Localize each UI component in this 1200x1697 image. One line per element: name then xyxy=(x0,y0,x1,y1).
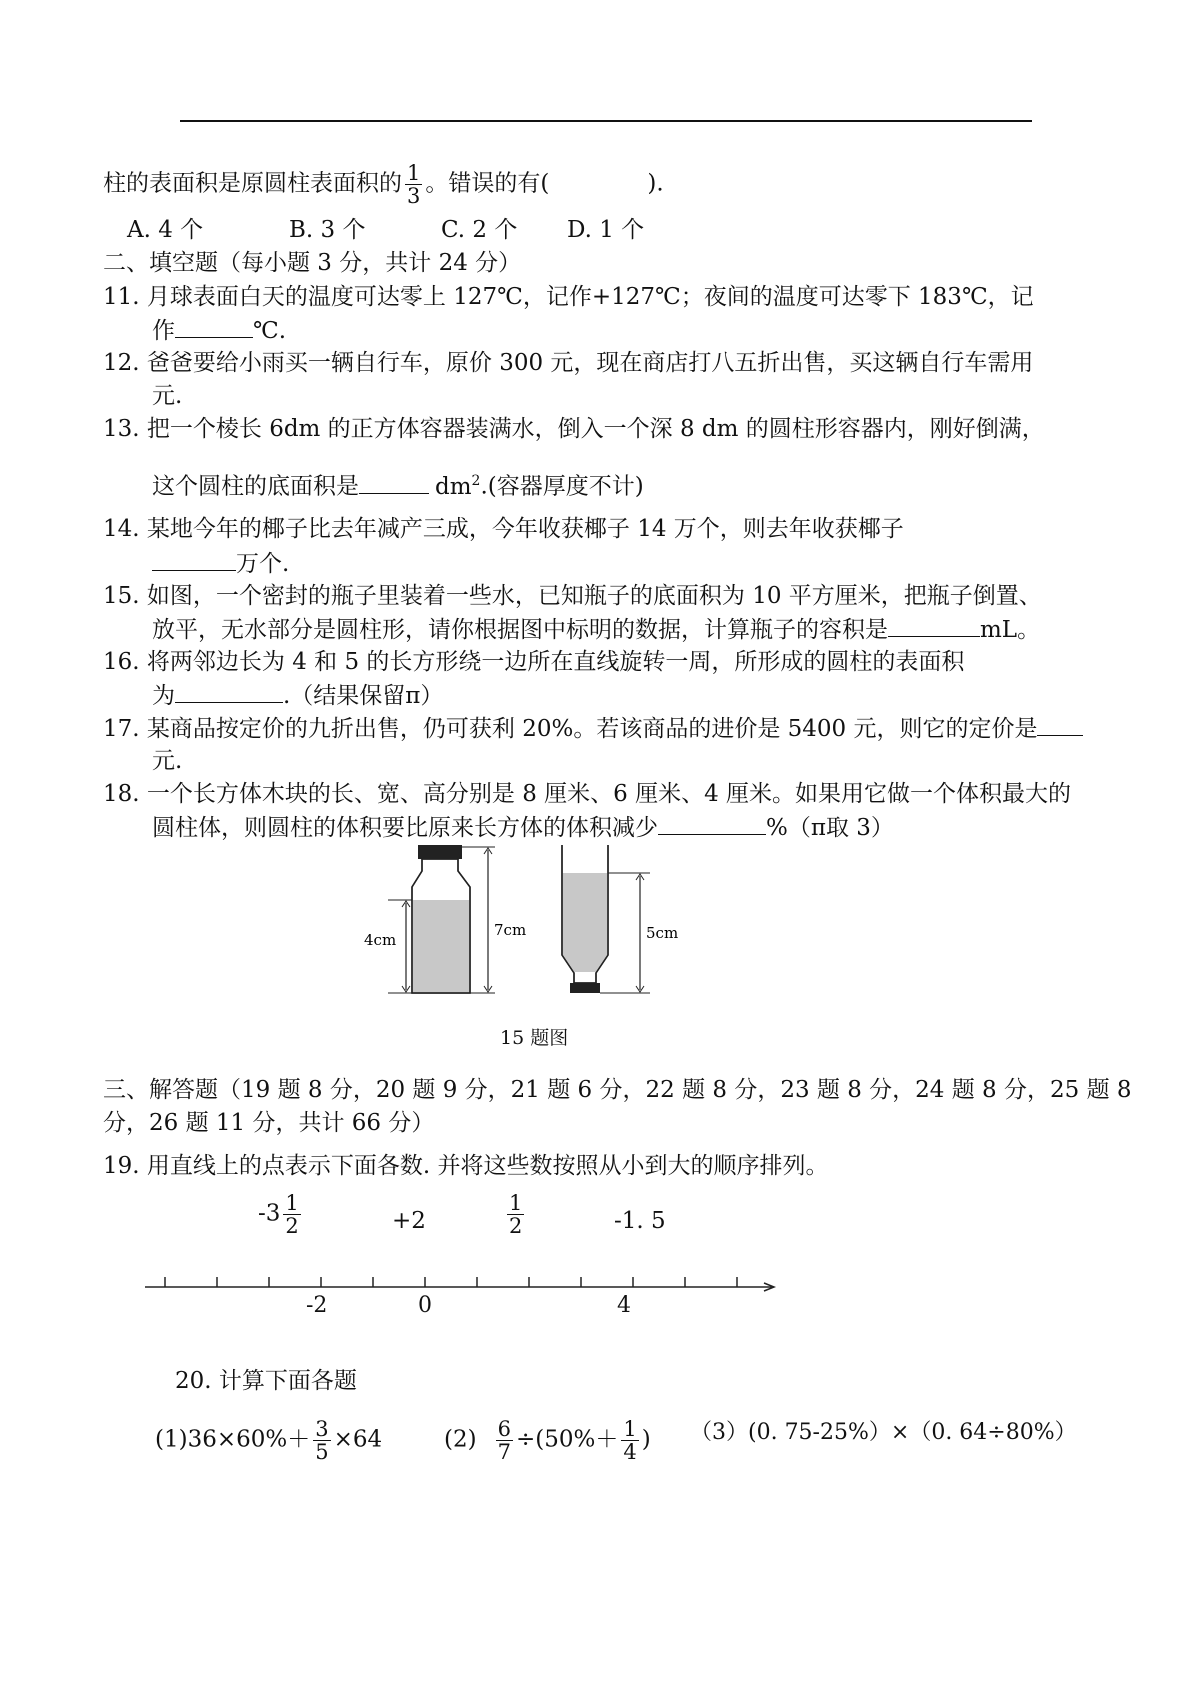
axis-label-neg-two: -2 xyxy=(306,1293,328,1318)
q19-number-half: $\frac{1}{2}$ xyxy=(509,1191,523,1238)
q20-title: 20. 计算下面各题 xyxy=(175,1368,357,1394)
q13-line2: 这个圆柱的底面积是 $dm^2$.(容器厚度不计) xyxy=(152,466,644,502)
label-5cm: 5cm xyxy=(646,924,679,942)
q11-answer-blank[interactable] xyxy=(175,315,253,338)
q15-line2: 放平，无水部分是圆柱形，请你根据图中标明的数据，计算瓶子的容积是 mL。 xyxy=(152,614,1040,645)
q10-text: 柱的表面积是原圆柱表面积的 xyxy=(103,170,402,197)
q12-line1: 12. 爸爸要给小雨买一辆自行车，原价 300 元，现在商店打八五折出售，买这辆自行车需用 xyxy=(103,350,1034,376)
figure15-caption: 15 题图 xyxy=(500,1027,569,1049)
q20-problem-2: (2) $\frac{6}{7}$ ÷(50%＋ $\frac{1}{4}$ ) xyxy=(444,1417,651,1464)
q20-problem-3: （3）(0. 75-25%）×（0. 64÷80%） xyxy=(690,1420,1077,1445)
option-b[interactable]: B. 3 个 xyxy=(289,217,366,243)
q12-line2: 元. xyxy=(152,383,183,409)
q20-problem-1: (1)36×60%＋ $\frac{3}{5}$ ×64 xyxy=(155,1417,383,1464)
q19-number-plus-two: +2 xyxy=(392,1208,426,1234)
section3-line1: 三、解答题（19 题 8 分，20 题 9 分，21 题 6 分，22 题 8 分，23 题 8 分，24 题 8 分，25 题 8 xyxy=(103,1077,1132,1103)
label-7cm: 7cm xyxy=(494,921,527,939)
bottle-upright xyxy=(388,845,495,993)
option-d[interactable]: D. 1 个 xyxy=(567,217,645,243)
q15-line1: 15. 如图，一个密封的瓶子里装着一些水，已知瓶子的底面积为 10 平方厘米，把瓶子倒置、 xyxy=(103,583,1042,609)
q18-line1: 18. 一个长方体木块的长、宽、高分别是 8 厘米、6 厘米、4 厘米。如果用它做一个体积最大的 xyxy=(103,781,1072,807)
q14-line1: 14. 某地今年的椰子比去年减产三成，今年收获椰子 14 万个，则去年收获椰子 xyxy=(103,516,904,542)
option-c[interactable]: C. 2 个 xyxy=(441,217,518,243)
q17-line2: 元. xyxy=(152,748,183,774)
q17-answer-blank[interactable] xyxy=(1037,713,1083,736)
q13-answer-blank[interactable] xyxy=(359,471,429,494)
q17-line1: 17. 某商品按定价的九折出售，仍可获利 20%。若该商品的进价是 5400 元，则它的定价是 xyxy=(103,713,1083,744)
figure15-bottles xyxy=(360,845,680,1005)
q19-text: 19. 用直线上的点表示下面各数. 并将这些数按照从小到大的顺序排列。 xyxy=(103,1153,829,1179)
q10-tail: 柱的表面积是原圆柱表面积的 $\frac{1}{3}$ 。错误的有( ). xyxy=(103,161,664,208)
q14-answer-blank[interactable] xyxy=(152,548,236,571)
number-line[interactable] xyxy=(140,1265,780,1305)
bottle-inverted xyxy=(562,845,650,993)
label-4cm: 4cm xyxy=(364,931,397,949)
q15-answer-blank[interactable] xyxy=(888,614,980,637)
q10-text-after: 。错误的有( xyxy=(425,170,550,197)
number-line-ticks xyxy=(165,1277,737,1287)
option-a[interactable]: A. 4 个 xyxy=(127,217,204,243)
fraction-one-third: $\frac{1}{3}$ xyxy=(407,161,421,208)
section2-title: 二、填空题（每小题 3 分，共计 24 分） xyxy=(103,250,522,276)
q16-line1: 16. 将两邻边长为 4 和 5 的长方形绕一边所在直线旋转一周，所形成的圆柱的表面积 xyxy=(103,649,965,675)
q16-line2: 为 .（结果保留π） xyxy=(152,680,443,711)
q19-number-neg-one-point-five: -1. 5 xyxy=(614,1208,666,1234)
q18-answer-blank[interactable] xyxy=(658,812,766,835)
axis-label-four: 4 xyxy=(617,1293,631,1318)
q10-options xyxy=(127,215,644,245)
q13-line1: 13. 把一个棱长 6dm 的正方体容器装满水，倒入一个深 8 dm 的圆柱形容器内，刚好倒满， xyxy=(103,416,1045,442)
header-rule xyxy=(180,120,1032,122)
q16-answer-blank[interactable] xyxy=(175,680,283,703)
q19-number-neg-three-half: -3 $\frac{1}{2}$ xyxy=(258,1191,299,1238)
q18-line2: 圆柱体，则圆柱的体积要比原来长方体的体积减少 %（π取 3） xyxy=(152,812,894,843)
axis-label-zero: 0 xyxy=(418,1293,432,1318)
q11-line1: 11. 月球表面白天的温度可达零上 127℃，记作+127℃；夜间的温度可达零下 183℃，记 xyxy=(103,284,1034,310)
q11-line2: 作 ℃. xyxy=(152,315,286,346)
q14-line2: 万个. xyxy=(152,548,289,579)
section3-line2: 分，26 题 11 分，共计 66 分） xyxy=(103,1110,435,1136)
